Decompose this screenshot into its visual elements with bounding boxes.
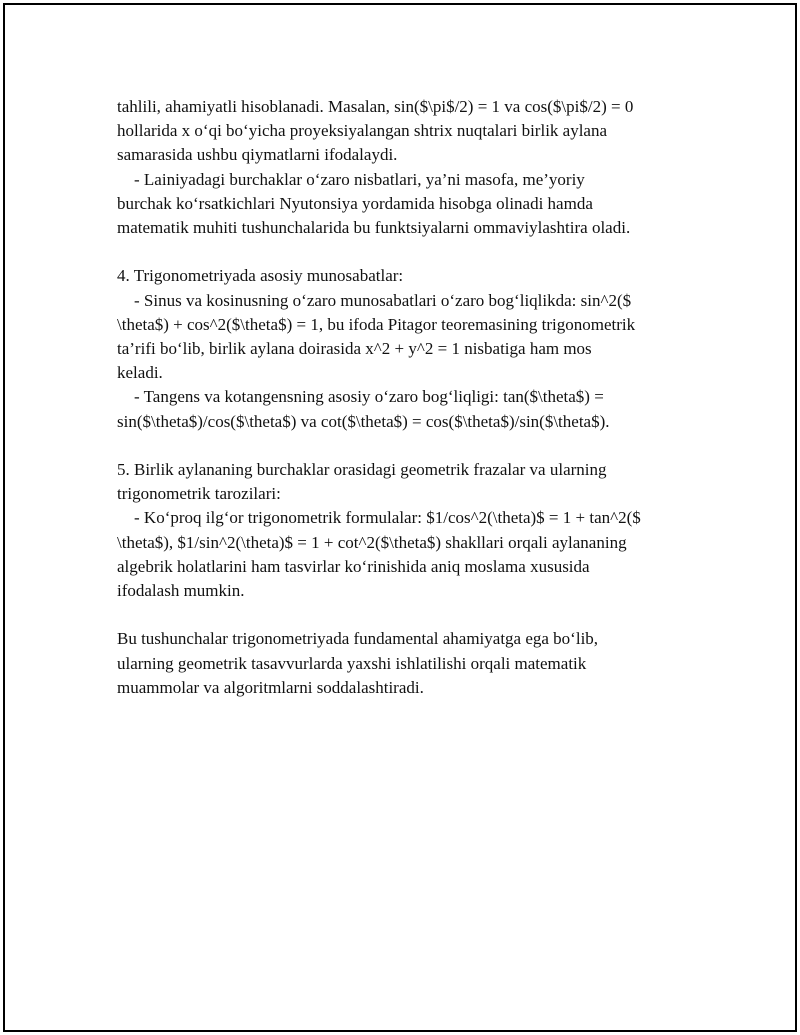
text-line: matematik muhiti tushunchalarida bu funktsiyalarni ommaviylashtira oladi. <box>117 218 631 238</box>
conclusion-line: Bu tushunchalar trigonometriyada fundamental ahamiyatga ega bo‘lib, <box>117 629 599 649</box>
conclusion-line: ularning geometrik tasavvurlarda yaxshi ishlatilishi orqali matematik <box>117 653 587 673</box>
text-line: \theta$) + cos^2($\theta$) = 1, bu ifoda Pitagor teoremasining trigonometrik <box>117 314 636 334</box>
text-line: algebrik holatlarini ham tasvirlar ko‘rinishida aniq moslama xususida <box>117 556 590 576</box>
section-heading: 5. Birlik aylananing burchaklar orasidagi geometrik frazalar va ularning <box>117 460 607 480</box>
blank-line <box>117 434 697 458</box>
text-line: ta’rifi bo‘lib, birlik aylana doirasida x^2 + y^2 = 1 nisbatiga ham mos <box>117 339 592 359</box>
text-line: \theta$), $1/sin^2(\theta)$ = 1 + cot^2($\theta$) shakllari orqali aylananing <box>117 532 627 552</box>
document-body <box>117 95 697 700</box>
text-line: trigonometrik tarozilari: <box>117 484 281 504</box>
text-line: samarasida ushbu qiymatlarni ifodalaydi. <box>117 145 398 165</box>
blank-line <box>117 240 697 264</box>
bullet-line: - Sinus va kosinusning o‘zaro munosabatlari o‘zaro bog‘liqlikda: sin^2($ <box>134 290 632 310</box>
bullet-line: - Lainiyadagi burchaklar o‘zaro nisbatlari, ya’ni masofa, me’yoriy <box>134 169 585 189</box>
section-heading: 4. Trigonometriyada asosiy munosabatlar: <box>117 266 404 286</box>
bullet-line: - Ko‘proq ilg‘or trigonometrik formulalar: $1/cos^2(\theta)$ = 1 + tan^2($ <box>134 508 641 528</box>
text-line: burchak ko‘rsatkichlari Nyutonsiya yordamida hisobga olinadi hamda <box>117 193 593 213</box>
text-line: ifodalash mumkin. <box>117 581 245 601</box>
text-line: keladi. <box>117 363 163 383</box>
conclusion-line: muammolar va algoritmlarni soddalashtiradi. <box>117 677 424 697</box>
blank-line <box>117 603 697 627</box>
bullet-line: - Tangens va kotangensning asosiy o‘zaro bog‘liqligi: tan($\theta$) = <box>134 387 604 407</box>
text-line: hollarida x o‘qi bo‘yicha proyeksiyalangan shtrix nuqtalari birlik aylana <box>117 121 608 141</box>
text-line: sin($\theta$)/cos($\theta$) va cot($\theta$) = cos($\theta$)/sin($\theta$). <box>117 411 610 431</box>
text-line: tahlili, ahamiyatli hisoblanadi. Masalan, sin($\pi$/2) = 1 va cos($\pi$/2) = 0 <box>117 97 634 116</box>
